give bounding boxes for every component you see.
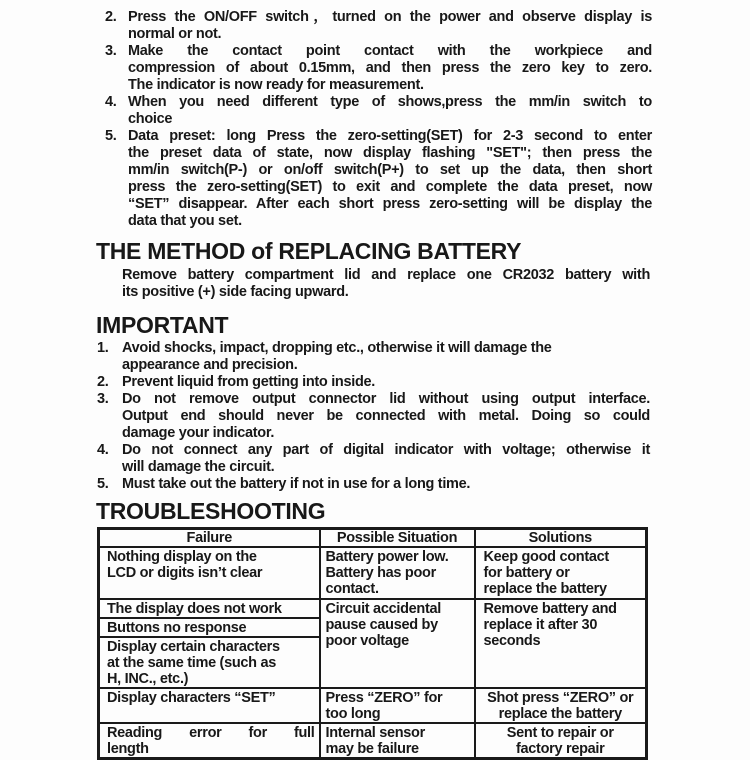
step-number: 5. [97,476,109,492]
step-number: 2. [105,9,117,25]
step-number: 2. [97,374,109,390]
table-row [99,547,647,599]
step-text: When you need different type of shows,press the mm/in switch to choice [128,94,652,127]
step-text: Make the contact point contact with the workpiece and compression of about 0.15mm, and then press the zero key to zero. The indicator is now ready for measurement. [128,43,652,93]
step-item-5 [0,128,750,230]
step-number: 3. [97,391,109,407]
troubleshooting-table [97,527,648,760]
table-header-possible-situation: Possible Situation [320,529,475,548]
table-cell-situation: Battery power low. Battery has poor contact. [320,547,475,599]
table-cell-failure: Reading error for full length [99,723,320,759]
step-item-3 [0,43,750,94]
troubleshooting-section-heading: TROUBLESHOOTING [96,498,326,524]
step-text: Data preset: long Press the zero-setting(SET) for 2-3 second to enter the preset data of state, now display flashing "SET"; then press the mm/in switch(P-) or on/off switch(P+) to set up the data, then short press the zero-setting(SET) to exit and complete the data preset, now “SET” disappear. After each short press zero-setting will be display the data that you set. [128,128,652,229]
table-cell-failure: Buttons no response [99,618,320,637]
table-cell-failure: Display characters “SET” [99,688,320,723]
step-number: 4. [105,94,117,110]
table-cell-failure: The display does not work [99,599,320,618]
battery-section-heading: THE METHOD of REPLACING BATTERY [96,238,522,264]
table-header-row [99,529,647,548]
step-item-4 [0,94,750,128]
important-list [0,340,750,493]
table-cell-solution: Keep good contact for battery or replace the battery [475,547,647,599]
table-cell-situation: Internal sensor may be failure [320,723,475,759]
important-section-heading: IMPORTANT [96,312,229,338]
battery-paragraph: Remove battery compartment lid and replace one CR2032 battery with its positive (+) side facing upward. [122,267,650,300]
step-text: Do not remove output connector lid without using output interface. Output end should never be connected with metal. Doing so could damage your indicator. [122,391,650,441]
table-cell-situation: Press “ZERO” for too long [320,688,475,723]
table-row [99,688,647,723]
step-number: 4. [97,442,109,458]
important-item-1 [0,340,750,374]
step-text: Do not connect any part of digital indicator with voltage; otherwise it will damage the circuit. [122,442,650,475]
operation-steps-list [0,9,750,230]
important-item-5 [0,476,750,493]
step-number: 1. [97,340,109,356]
step-text: Avoid shocks, impact, dropping etc., otherwise it will damage the appearance and precision. [122,340,552,373]
step-text: Prevent liquid from getting into inside. [122,374,376,390]
important-item-4 [0,442,750,476]
important-item-3 [0,391,750,442]
step-number: 3. [105,43,117,59]
table-cell-solution: Shot press “ZERO” or replace the battery [475,688,647,723]
table-header-solutions: Solutions [475,529,647,548]
step-text: Press the ON/OFF switch，turned on the power and observe display is normal or not. [128,9,652,42]
step-number: 5. [105,128,117,144]
table-header-failure: Failure [99,529,320,548]
table-row [99,723,647,759]
important-item-2 [0,374,750,391]
table-cell-solution: Remove battery and replace it after 30 seconds [475,599,647,688]
table-row [99,599,647,618]
step-text: Must take out the battery if not in use for a long time. [122,476,471,492]
table-cell-solution: Sent to repair or factory repair [475,723,647,759]
table-cell-failure: Nothing display on the LCD or digits isn’t clear [99,547,320,599]
table-cell-situation: Circuit accidental pause caused by poor voltage [320,599,475,688]
table-cell-failure: Display certain characters at the same time (such as H, INC., etc.) [99,637,320,688]
step-item-2 [0,9,750,43]
